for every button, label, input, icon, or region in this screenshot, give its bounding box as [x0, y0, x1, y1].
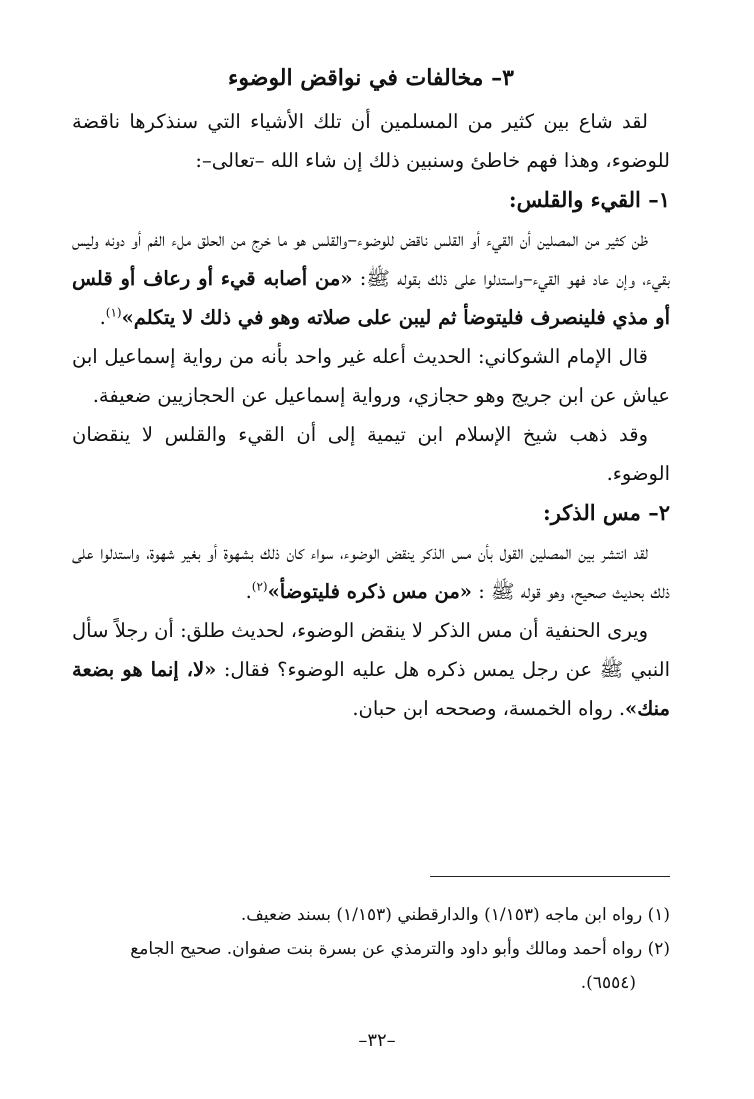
intro-paragraph: لقد شاع بين كثير من المسلمين أن تلك الأشياء التي سنذكرها ناقضة للوضوء، وهذا فهم خاطئ وسنبين ذلك إن شاء الله –تعالى–: [72, 110, 670, 172]
footnote-ref-2[interactable]: (٢) [251, 579, 268, 594]
footnote-1: (١) رواه ابن ماجه (١/١٥٣) والدارقطني (١/١٥٣) بسند ضعيف. [240, 905, 670, 925]
hadith-quote-talq: «لا، إنما هو بضعة منك» [72, 658, 670, 720]
subsection-title-touch: ٢– مس الذكر: [542, 500, 670, 525]
touch-paragraph-1-end: . [245, 580, 252, 603]
vomit-paragraph-1 [72, 220, 670, 337]
page-number: –٣٢– [358, 1030, 396, 1051]
vomit-paragraph-3: وقد ذهب شيخ الإسلام ابن تيمية إلى أن القيء والقلس لا ينقضان الوضوء. [72, 423, 670, 485]
footnote-2-continued: (٦٥٥٤). [580, 973, 636, 993]
footnote-ref-1[interactable]: (١) [105, 305, 122, 320]
hadith-quote-touch: «من مس ذكره فليتوضأ» [267, 580, 472, 603]
page-body [72, 58, 670, 728]
vomit-paragraph-1-text: ظن كثير من المصلين أن القيء أو القلس ناقض للوضوء–والقلس هو ما خرج من الحلق ملء الفم أو دونه وليس بقيء، وإن عاد فهو القيء–واستدلوا على ذلك بقوله ﷺ: [72, 228, 670, 290]
footnote-2: (٢) رواه أحمد ومالك وأبو داود والترمذي عن بسرة بنت صفوان. صحيح الجامع [130, 939, 670, 959]
section-title: ٣– مخالفات في نواقض الوضوء [228, 65, 514, 91]
touch-paragraph-2-end: . رواه الخمسة، وصححه ابن حبان. [352, 697, 626, 720]
vomit-paragraph-2: قال الإمام الشوكاني: الحديث أعله غير واحد بأنه من رواية إسماعيل ابن عياش عن ابن جريج وهو حجازي، ورواية إسماعيل عن الحجازيين ضعيفة. [72, 345, 670, 407]
subsection-title-vomit: ١– القيء والقلس: [508, 187, 670, 212]
footnotes [84, 898, 670, 1000]
touch-paragraph-1 [72, 533, 670, 611]
vomit-paragraph-1-end: . [99, 306, 106, 329]
touch-paragraph-2 [72, 611, 670, 728]
touch-paragraph-2-text: ويرى الحنفية أن مس الذكر لا ينقض الوضوء، لحديث طلق: أن رجلاً سأل النبي ﷺ عن رجل يمس ذكره هل عليه الوضوء؟ فقال: [72, 619, 670, 681]
touch-paragraph-1-text: لقد انتشر بين المصلين القول بأن مس الذكر ينقض الوضوء، سواء كان ذلك بشهوة أو بغير شهوة، واستدلوا على ذلك بحديث صحيح، وهو قوله ﷺ : [72, 541, 670, 603]
footnote-divider [430, 876, 670, 877]
hadith-quote-vomit: «من أصابه قيء أو رعاف أو قلس أو مذي فلينصرف فليتوضأ ثم ليبن على صلاته وهو في ذلك لا يتكلم» [72, 267, 670, 329]
